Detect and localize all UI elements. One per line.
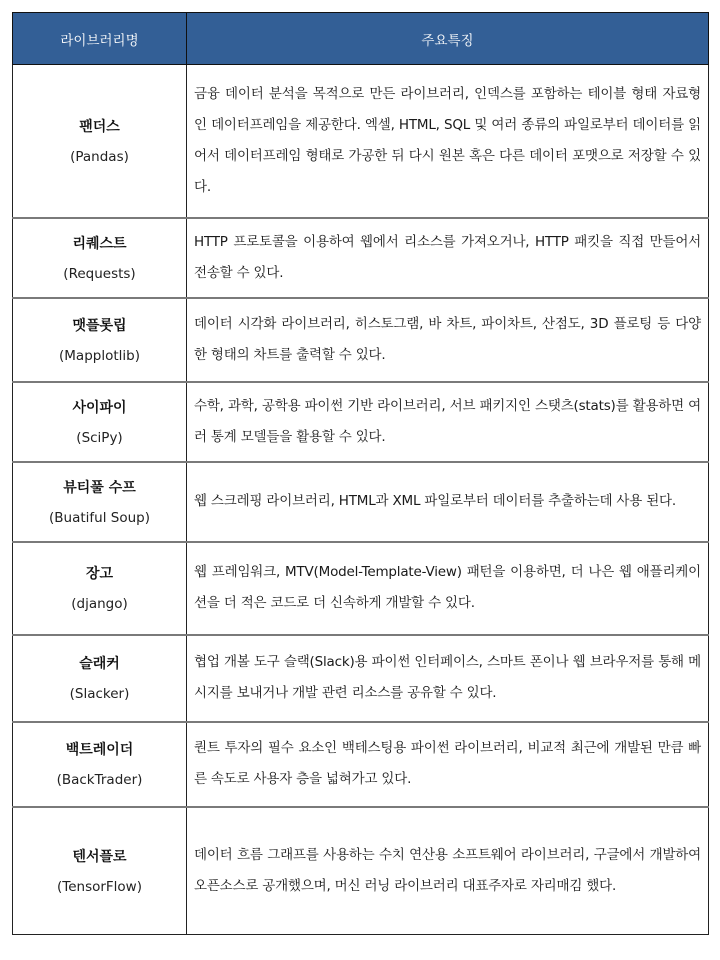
header-main-features: 주요특징	[187, 13, 709, 65]
library-name-cell	[13, 722, 187, 807]
library-name-english: (BackTrader)	[56, 772, 143, 788]
library-name-cell	[13, 462, 187, 542]
library-name-korean: 백트레이더	[65, 742, 134, 758]
library-name-english: (django)	[71, 596, 128, 612]
table-row	[13, 65, 709, 218]
library-name-cell	[13, 65, 187, 218]
library-name-english: (SciPy)	[76, 429, 123, 446]
library-table	[12, 12, 709, 935]
library-name-english: (TensorFlow)	[56, 878, 142, 895]
table-row	[13, 807, 709, 935]
library-description: 퀀트 투자의 필수 요소인 백테스팅용 파이썬 라이브러리, 비교적 최근에 개발된 만큼 빠른 속도로 사용자 층을 넓혀가고 있다.	[187, 722, 709, 807]
table-row	[13, 382, 709, 462]
library-name-english: (Mapplotlib)	[59, 347, 140, 364]
library-name-cell	[13, 298, 187, 382]
library-name-korean: 장고	[85, 566, 114, 582]
library-name-cell	[13, 218, 187, 298]
library-description: 수학, 과학, 공학용 파이썬 기반 라이브러리, 서브 패키지인 스탯츠(stats)를 활용하면 여러 통계 모델들을 활용할 수 있다.	[187, 382, 709, 462]
table-row	[13, 635, 709, 722]
library-name-cell	[13, 807, 187, 935]
library-name-cell	[13, 635, 187, 722]
library-name-korean: 사이파이	[72, 399, 127, 416]
library-description: 데이터 시각화 라이브러리, 히스토그램, 바 차트, 파이차트, 산점도, 3D 플로팅 등 다양한 형태의 차트를 출력할 수 있다.	[187, 298, 709, 382]
table-header-row	[13, 13, 709, 65]
library-description: 웹 스크레핑 라이브러리, HTML과 XML 파일로부터 데이터를 추출하는데 사용 된다.	[187, 462, 709, 542]
library-name-korean: 리퀘스트	[72, 235, 127, 252]
table-row	[13, 462, 709, 542]
library-name-korean: 팬더스	[79, 118, 120, 135]
library-description: 협업 개볼 도구 슬랙(Slack)용 파이썬 인터페이스, 스마트 폰이나 웹 브라우저를 통해 메시지를 보내거나 개발 관련 리소스를 공유할 수 있다.	[187, 635, 709, 722]
library-name-korean: 텐서플로	[72, 848, 127, 865]
library-description: 금융 데이터 분석을 목적으로 만든 라이브러리, 인덱스를 포함하는 테이블 형태 자료형인 데이터프레임을 제공한다. 엑셀, HTML, SQL 및 여러 종류의 파일로부터 데이터를 읽어서 데이터프레임 형태로 가공한 뒤 다시 원본 혹은 다른 데이터 포맷으로 저장할 수 있다.	[187, 65, 709, 218]
library-name-english: (Buatiful Soup)	[49, 509, 150, 526]
library-name-cell	[13, 542, 187, 635]
library-name-korean: 뷰티풀 수프	[63, 479, 136, 496]
library-name-english: (Slacker)	[69, 686, 130, 702]
table-row	[13, 542, 709, 635]
library-name-english: (Pandas)	[70, 148, 129, 165]
table-row	[13, 298, 709, 382]
library-name-korean: 슬래커	[79, 656, 120, 672]
header-library-name: 라이브러리명	[13, 13, 187, 65]
library-name-korean: 맷플롯립	[72, 317, 127, 334]
library-description: 데이터 흐름 그래프를 사용하는 수치 연산용 소프트웨어 라이브러리, 구글에서 개발하여 오픈소스로 공개했으며, 머신 러닝 라이브러리 대표주자로 자리매김 했다.	[187, 807, 709, 935]
library-name-cell	[13, 382, 187, 462]
library-description: 웹 프레임워크, MTV(Model-Template-View) 패턴을 이용하면, 더 나은 웹 애플리케이션을 더 적은 코드로 더 신속하게 개발할 수 있다.	[187, 542, 709, 635]
table-row	[13, 722, 709, 807]
library-description: HTTP 프로토콜을 이용하여 웹에서 리소스를 가져오거나, HTTP 패킷을 직접 만들어서 전송할 수 있다.	[187, 218, 709, 298]
table-row	[13, 218, 709, 298]
library-name-english: (Requests)	[63, 265, 136, 282]
